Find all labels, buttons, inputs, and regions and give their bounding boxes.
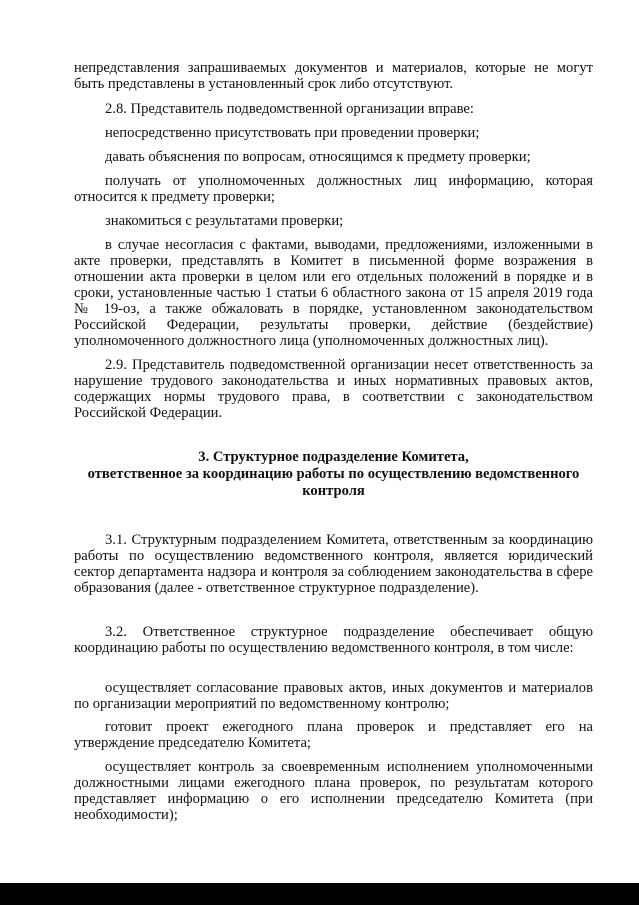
paragraph-duty-control: осуществляет контроль за своевременным исполнением уполномоченными должностными лицами ежегодного плана проверок, по результатам которого представляет информацию о его исполнении председателю Комитета (при необходимости); (74, 759, 593, 823)
section-heading-line-3: контроля (302, 483, 365, 499)
paragraph-2-9: 2.9. Представитель подведомственной организации несет ответственность за нарушение трудового законодательства и иных нормативных правовых актов, содержащих нормы трудового права, в соответствии с законодательством Российской Федерации. (74, 357, 593, 421)
paragraph-right-objections: в случае несогласия с фактами, выводами, предложениями, изложенными в акте проверки, представлять в Комитет в письменной форме возражения в отношении акта проверки в целом или его отдельных положений в порядке и в сроки, установленные частью 1 статьи 6 областного закона от 15 апреля 2019 года № 19-оз, а также обжаловать в порядке, установленном законодательством Российской Федерации, результаты проверки, действие (бездействие) уполномоченного должностного лица (уполномоченных должностных лиц). (74, 237, 593, 349)
paragraph-3-1: 3.1. Структурным подразделением Комитета, ответственным за координацию работы по осуществлению ведомственного контроля, является юридический сектор департамента надзора и контроля за соблюдением законодательства в сфере образования (далее - ответственное структурное подразделение). (74, 532, 593, 596)
section-3-heading (74, 449, 593, 500)
paragraph-3-2: 3.2. Ответственное структурное подразделение обеспечивает общую координацию работы по осуществлению ведомственного контроля, в том числе: (74, 624, 593, 656)
paragraph-right-explanations: давать объяснения по вопросам, относящимся к предмету проверки; (105, 149, 531, 165)
section-heading-line-2: ответственное за координацию работы по осуществлению ведомственного (87, 466, 580, 482)
paragraph-duty-plan: готовит проект ежегодного плана проверок и представляет его на утверждение председателю Комитета; (74, 719, 593, 751)
section-heading-line-1: 3. Структурное подразделение Комитета, (198, 449, 469, 465)
paragraph-right-results: знакомиться с результатами проверки; (105, 213, 344, 229)
paragraph-duty-approval: осуществляет согласование правовых актов, иных документов и материалов по организации мероприятий по ведомственному контролю; (74, 680, 593, 712)
paragraph-continuation: непредставления запрашиваемых документов и материалов, которые не могут быть представлены в установленный срок либо отсутствуют. (74, 60, 593, 92)
paragraph-2-8: 2.8. Представитель подведомственной организации вправе: (105, 101, 474, 117)
scan-bottom-edge (0, 883, 639, 905)
paragraph-right-presence: непосредственно присутствовать при проведении проверки; (105, 125, 480, 141)
paragraph-right-information: получать от уполномоченных должностных лиц информацию, которая относится к предмету проверки; (74, 173, 593, 205)
